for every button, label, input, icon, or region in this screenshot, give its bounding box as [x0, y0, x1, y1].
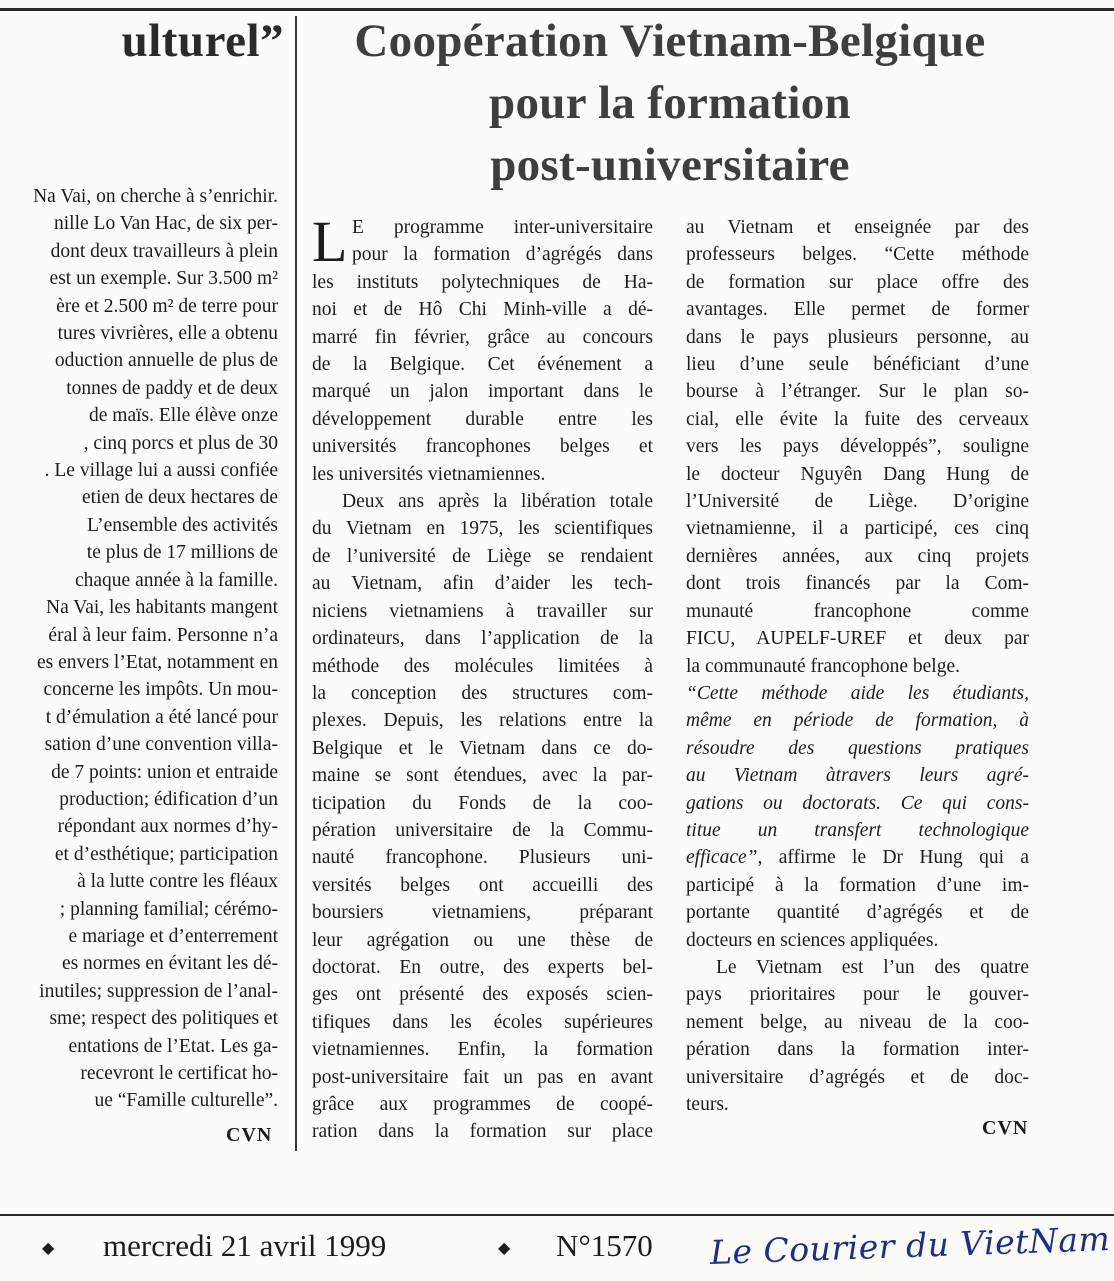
text-line: ration dans la formation sur place — [312, 1121, 653, 1143]
text-line: munauté francophone comme — [686, 600, 1029, 622]
text-line: E programme inter-universitaire — [352, 217, 653, 238]
text-line: avantages. Elle permet de former — [686, 299, 1029, 321]
text-line: entations de l’Etat. Les ga- — [68, 1035, 278, 1057]
text-line: pération universitaire de la Commu- — [312, 819, 653, 841]
text-line: sme; respect des politiques et — [49, 1008, 278, 1030]
text-line: leur agrégation ou une thèse de — [312, 929, 653, 951]
text-line: es normes en évitant les dé- — [61, 953, 278, 975]
text-line: nille Lo Van Hac, de six per- — [54, 213, 278, 235]
text-line: inutiles; suppression de l’anal- — [39, 980, 278, 1002]
left-article-body — [0, 183, 278, 1115]
text-line: FICU, AUPELF-UREF et deux par — [686, 628, 1029, 650]
issue-date: mercredi 21 avril 1999 — [103, 1228, 387, 1263]
headline-line: post-universitaire — [490, 139, 850, 191]
text-line: dont deux travailleurs à plein — [50, 240, 278, 262]
text-line: et d’esthétique; participation — [54, 843, 278, 865]
text-line: les instituts polytechniques de Ha- — [312, 271, 653, 293]
drop-cap: L — [312, 209, 348, 274]
text-line: vers les pays développés”, souligne — [686, 436, 1029, 458]
text-line: méthode des molécules limitées à — [312, 655, 653, 677]
text-line: dont trois financés par la Com- — [686, 573, 1029, 595]
text-line: production; édification d’un — [59, 788, 278, 810]
text-line: noi et de Hô Chi Minh-ville a dé- — [312, 299, 653, 321]
text-line: répondant aux normes d’hy- — [57, 816, 278, 838]
text-line: versités belges ont accueilli des — [312, 874, 653, 896]
text-line: Deux ans après la libération totale — [342, 491, 653, 513]
text-line: teurs. — [686, 1094, 729, 1115]
text-line: dans le pays plusieurs personne, au — [686, 326, 1029, 348]
article-signature: CVN — [982, 1117, 1029, 1139]
text-line: post-universitaire fait un pas en avant — [312, 1066, 653, 1088]
text-line: la communauté francophone belge. — [686, 655, 960, 677]
text-line: à la lutte contre les fléaux — [77, 871, 278, 893]
text-line: de formation sur place offre des — [686, 271, 1029, 293]
text-line: ; planning familial; cérémo- — [59, 898, 278, 920]
text-line: pour la formation d’agrégés dans — [352, 244, 653, 266]
text-line: nement belge, au niveau de la coo- — [686, 1011, 1029, 1033]
handwritten-note: Le Courier du VietNam — [709, 1219, 1111, 1272]
page-footer — [0, 1219, 1114, 1272]
text-segment: affirme le Dr Hung qui a — [762, 847, 1029, 869]
text-line: tures vivrières, elle a obtenu — [57, 323, 278, 345]
text-line: lieu d’une seule bénéficiant d’une — [686, 354, 1029, 376]
text-line: t d’émulation a été lancé pour — [45, 706, 278, 728]
text-line: Na Vai, on cherche à s’enrichir. — [33, 186, 278, 207]
text-line: tifiques dans les écoles supérieures — [312, 1011, 653, 1033]
text-line: le docteur Nguyên Dang Hung de — [686, 463, 1029, 485]
column-divider — [295, 16, 297, 1151]
text-line: ue “Famille culturelle”. — [94, 1090, 278, 1112]
quote-line: gations ou doctorats. Ce qui cons- — [686, 792, 1029, 814]
text-line: tonnes de paddy et de deux — [66, 377, 278, 399]
text-line: oduction annuelle de plus de — [54, 350, 278, 372]
text-line: concerne les impôts. Un mou- — [43, 679, 278, 701]
text-line: ordinateurs, dans l’application de la — [312, 628, 653, 650]
text-line: universitaire d’agrégés et de doc- — [686, 1066, 1029, 1088]
text-line: vietnamienne, il a participé, ces cinq — [686, 518, 1029, 540]
text-line: de l’université de Liège se rendaient — [312, 545, 653, 567]
text-line: vietnamiennes. Enfin, la formation — [312, 1039, 653, 1061]
quote-end: efficace”, — [686, 847, 763, 869]
headline-line: pour la formation — [489, 77, 851, 129]
text-line: nauté francophone. Plusieurs uni- — [312, 847, 653, 869]
text-line: te plus de 17 millions de — [86, 542, 278, 564]
text-line: es envers l’Etat, notamment en — [37, 651, 278, 673]
article-headline — [300, 10, 1040, 196]
text-line: dernières années, aux cinq projets — [686, 545, 1029, 567]
text-line: doctorat. En outre, des experts bel- — [312, 956, 653, 978]
text-line: plexes. Depuis, les relations entre la — [312, 710, 653, 732]
text-line: au Vietnam, afin d’aider les tech- — [312, 573, 653, 595]
text-line: au Vietnam et enseignée par des — [686, 217, 1029, 238]
article-column-2 — [686, 214, 1029, 1118]
text-line: boursiers vietnamiens, préparant — [312, 902, 653, 924]
text-line: les universités vietnamiennes. — [312, 463, 546, 485]
text-line: . Le village lui a aussi confiée — [44, 460, 278, 482]
text-line: de 7 points: union et entraide — [51, 761, 278, 783]
text-line: chaque année à la famille. — [74, 569, 278, 591]
text-line: de maïs. Elle élève onze — [89, 405, 278, 427]
quote-line: au Vietnam àtravers leurs agré- — [686, 765, 1029, 787]
left-signature: CVN — [226, 1124, 273, 1146]
text-line: Le Vietnam est l’un des quatre — [716, 956, 1029, 978]
text-line: recevront le certificat ho- — [80, 1063, 278, 1084]
text-line: , cinq porcs et plus de 30 — [83, 432, 278, 454]
text-line — [686, 844, 1029, 871]
text-line: portante quantité d’agrégés et de — [686, 902, 1029, 924]
text-line: cial, elle évite la fuite des cerveaux — [686, 408, 1029, 430]
text-line: éral à leur faim. Personne n’a — [48, 624, 278, 646]
text-line: professeurs belges. “Cette méthode — [686, 244, 1029, 266]
diamond-icon: ◆ — [498, 1240, 511, 1257]
text-line: participé à la formation d’une im- — [686, 874, 1029, 896]
issue-number: N°1570 — [556, 1228, 653, 1263]
quote-line: résoudre des questions pratiques — [686, 737, 1029, 759]
text-line: est un exemple. Sur 3.500 m² — [49, 268, 278, 290]
text-line: marré fin février, grâce au concours — [312, 326, 653, 348]
text-line: universités francophones belges et — [312, 436, 653, 458]
text-line: du Vietnam en 1975, les scientifiques — [312, 518, 653, 540]
text-line: pération dans la formation inter- — [686, 1039, 1029, 1061]
text-line: marqué un jalon important dans le — [312, 381, 653, 403]
text-line: L’ensemble des activités — [87, 514, 278, 536]
diamond-icon: ◆ — [42, 1240, 55, 1257]
text-line: la conception des structures com- — [312, 682, 653, 704]
text-line: Na Vai, les habitants mangent — [46, 597, 278, 619]
text-line: niciens vietnamiens à travailler sur — [312, 600, 653, 622]
quote-line: même en période de formation, à — [686, 710, 1029, 732]
text-line: pays prioritaires pour le gouver- — [686, 984, 1029, 1006]
text-line: grâce aux programmes de coopé- — [312, 1094, 653, 1115]
text-line: docteurs en sciences appliquées. — [686, 929, 939, 951]
text-line: sation d’une convention villa- — [44, 734, 278, 756]
headline-line: Coopération Vietnam-Belgique — [354, 15, 986, 67]
text-line: développement durable entre les — [312, 408, 653, 430]
text-line: e mariage et d’enterrement — [68, 925, 278, 947]
text-line: Belgique et le Vietnam dans ce do- — [312, 737, 653, 759]
text-line: ges ont présenté des exposés scien- — [312, 984, 653, 1006]
text-line: ticipation du Fonds de la coo- — [312, 792, 653, 814]
text-line: maine se sont étendues, avec la par- — [312, 765, 653, 787]
quote-line: “Cette méthode aide les étudiants, — [686, 682, 1029, 704]
bottom-rule — [0, 1214, 1114, 1216]
text-line: bourse à l’étranger. Sur le plan so- — [686, 381, 1029, 403]
quote-line: titue un transfert technologique — [686, 819, 1029, 841]
article-column-1 — [312, 209, 653, 1146]
text-line: etien de deux hectares de — [82, 487, 278, 509]
text-line: de la Belgique. Cet événement a — [312, 354, 653, 376]
left-article-heading: ulturel” — [121, 15, 284, 67]
text-line: l’Université de Liège. D’origine — [686, 491, 1029, 513]
text-line: ère et 2.500 m² de terre pour — [56, 295, 278, 317]
